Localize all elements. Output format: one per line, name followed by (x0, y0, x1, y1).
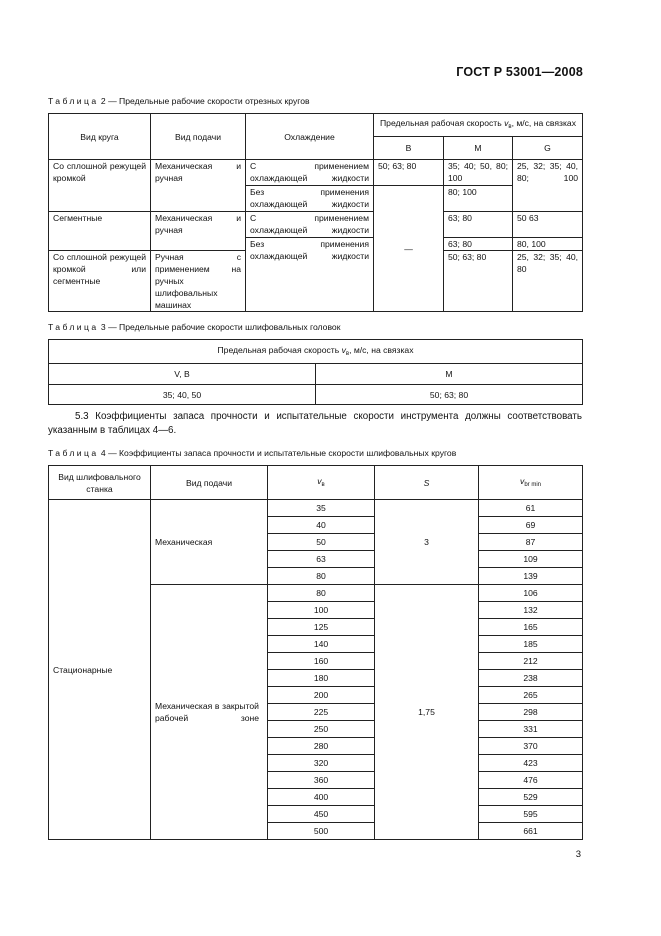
t2-m5: 50; 63; 80 (444, 251, 513, 312)
t2-g3: 50 63 (513, 212, 583, 238)
t4-header-feed: Вид подачи (151, 466, 268, 500)
t4-vbr: 106 (479, 585, 583, 602)
t4-vbr: 661 (479, 823, 583, 840)
t3-header-post: , м/с, на связках (349, 344, 414, 355)
t4-vbr: 331 (479, 721, 583, 738)
t2-cool1: С применением охлаждающей жидкости (246, 160, 374, 186)
t2-header-speed-sub: в (508, 124, 512, 130)
t2-header-speed-post: , м/с, на связках (511, 118, 577, 128)
t2-cool2: Без применения охлаждающей жидкости (246, 186, 374, 212)
t4-vbr: 529 (479, 789, 583, 806)
t2-header-cooling: Охлаждение (246, 114, 374, 160)
t4-vbr: 476 (479, 772, 583, 789)
table2-caption-number: 2 (100, 96, 106, 106)
t4-header-s (375, 466, 479, 500)
t4-feed-group2: Механическая в закрытой рабочей зоне (151, 585, 268, 840)
table2-caption-text: — Предельные рабочие скорости отрезных кругов (108, 96, 310, 106)
t2-feed1: Механическая и ручная (151, 160, 246, 212)
t4-s-group1: 3 (375, 500, 479, 585)
t4-vbr: 185 (479, 636, 583, 653)
t2-m4: 63; 80 (444, 238, 513, 251)
t2-m1: 35; 40; 50, 80; 100 (444, 160, 513, 186)
t4-vb: 200 (268, 687, 375, 704)
t4-vb: 80 (268, 568, 375, 585)
t3-val1: 35; 40, 50 (49, 385, 316, 405)
t4-vb: 80 (268, 585, 375, 602)
t2-kind2: Сегментные (49, 212, 151, 251)
table2 (48, 113, 583, 312)
t4-vbr: 61 (479, 500, 583, 517)
t4-header-machine: Вид шлифовального станка (49, 466, 151, 500)
t4-header-vbr-var: v (520, 475, 525, 486)
t4-vb: 225 (268, 704, 375, 721)
t4-header-vb-sub: в (321, 481, 325, 488)
table2-caption-word: Таблица (48, 96, 99, 106)
t4-feed-group1: Механическая (151, 500, 268, 585)
table4-caption-number: 4 (100, 448, 106, 458)
t4-vb: 250 (268, 721, 375, 738)
t4-vbr: 109 (479, 551, 583, 568)
t4-vbr: 212 (479, 653, 583, 670)
t4-vb: 35 (268, 500, 375, 517)
t4-vb: 280 (268, 738, 375, 755)
t4-vb: 100 (268, 602, 375, 619)
t4-vb: 500 (268, 823, 375, 840)
page-number: 3 (575, 849, 581, 860)
t4-vbr: 595 (479, 806, 583, 823)
table3 (48, 339, 583, 405)
t4-vbr: 69 (479, 517, 583, 534)
table4-caption-word: Таблица (48, 448, 99, 458)
table4 (48, 465, 583, 840)
t4-vb: 320 (268, 755, 375, 772)
document-header: ГОСТ Р 53001—2008 (456, 65, 583, 79)
t2-m2: 80; 100 (444, 186, 513, 212)
t2-cool4: Без применения охлаждающей жидкости (246, 238, 374, 312)
t4-header-vbr (479, 466, 583, 500)
t4-vb: 160 (268, 653, 375, 670)
t4-vbr: 87 (479, 534, 583, 551)
t2-header-feed: Вид подачи (151, 114, 246, 160)
t4-vbr: 238 (479, 670, 583, 687)
t2-g4: 80, 100 (513, 238, 583, 251)
t4-vbr: 132 (479, 602, 583, 619)
t2-kind1: Со сплошной режущей кромкой (49, 160, 151, 212)
t4-machine: Стационарные (49, 500, 151, 840)
t2-b1: 50; 63; 80 (374, 160, 444, 186)
t2-header-speed (374, 114, 583, 137)
t4-vb: 50 (268, 534, 375, 551)
t4-vb: 400 (268, 789, 375, 806)
t4-vb: 360 (268, 772, 375, 789)
t4-vb: 450 (268, 806, 375, 823)
t2-cool3: С применением охлаждающей жидкости (246, 212, 374, 238)
t2-feed3: Ручная с применением на ручных шлифовальных машинах (151, 251, 246, 312)
t3-header-pre: Предельная рабочая скорость (217, 344, 342, 355)
t4-header-s-text: S (423, 477, 430, 488)
t4-vbr: 139 (479, 568, 583, 585)
t2-header-m: М (444, 137, 513, 160)
table3-caption-number: 3 (100, 322, 106, 332)
t4-vbr: 298 (479, 704, 583, 721)
table-row (49, 500, 583, 517)
t4-vbr: 370 (479, 738, 583, 755)
t2-header-speed-var: v (504, 118, 509, 128)
t2-g5: 25, 32; 35; 40, 80 (513, 251, 583, 312)
t2-kind3: Со сплошной режущей кромкой или сегментные (49, 251, 151, 312)
t4-vbr: 423 (479, 755, 583, 772)
t4-vb: 125 (268, 619, 375, 636)
table4-caption (48, 448, 456, 458)
t4-header-vb (268, 466, 375, 500)
t3-val2: 50; 63; 80 (316, 385, 583, 405)
t2-header-speed-pre: Предельная рабочая скорость (380, 118, 505, 128)
t4-header-vb-var: v (317, 475, 322, 486)
table4-caption-text: — Коэффициенты запаса прочности и испытательные скорости шлифовальных кругов (108, 448, 457, 458)
t3-col1: V, В (49, 364, 316, 385)
table4-body (49, 500, 583, 840)
t2-m3: 63; 80 (444, 212, 513, 238)
table3-caption (48, 322, 340, 332)
t4-vb: 180 (268, 670, 375, 687)
t4-vb: 40 (268, 517, 375, 534)
t2-feed2: Механическая и ручная (151, 212, 246, 251)
t3-col2: М (316, 364, 583, 385)
t4-vbr: 265 (479, 687, 583, 704)
t2-header-g: G (513, 137, 583, 160)
section-5-3-paragraph: 5.3 Коэффициенты запаса прочности и испытательные скорости инструмента должны соответствовать указанным в таблицах 4—6. (48, 411, 582, 436)
table2-caption (48, 96, 310, 106)
t4-vb: 63 (268, 551, 375, 568)
table3-caption-text: — Предельные рабочие скорости шлифовальных головок (108, 322, 341, 332)
t3-header (49, 340, 583, 364)
t2-b-dash: — (374, 186, 444, 312)
t4-header-vbr-sub: br min (524, 481, 541, 488)
table3-caption-word: Таблица (48, 322, 99, 332)
t4-vbr: 165 (479, 619, 583, 636)
t3-header-sub: в (345, 350, 350, 357)
t4-s-group2: 1,75 (375, 585, 479, 840)
t2-header-b: В (374, 137, 444, 160)
t3-header-var: v (341, 344, 346, 355)
t2-g1: 25, 32; 35; 40, 80; 100 (513, 160, 583, 212)
t4-vb: 140 (268, 636, 375, 653)
t2-header-kind: Вид круга (49, 114, 151, 160)
